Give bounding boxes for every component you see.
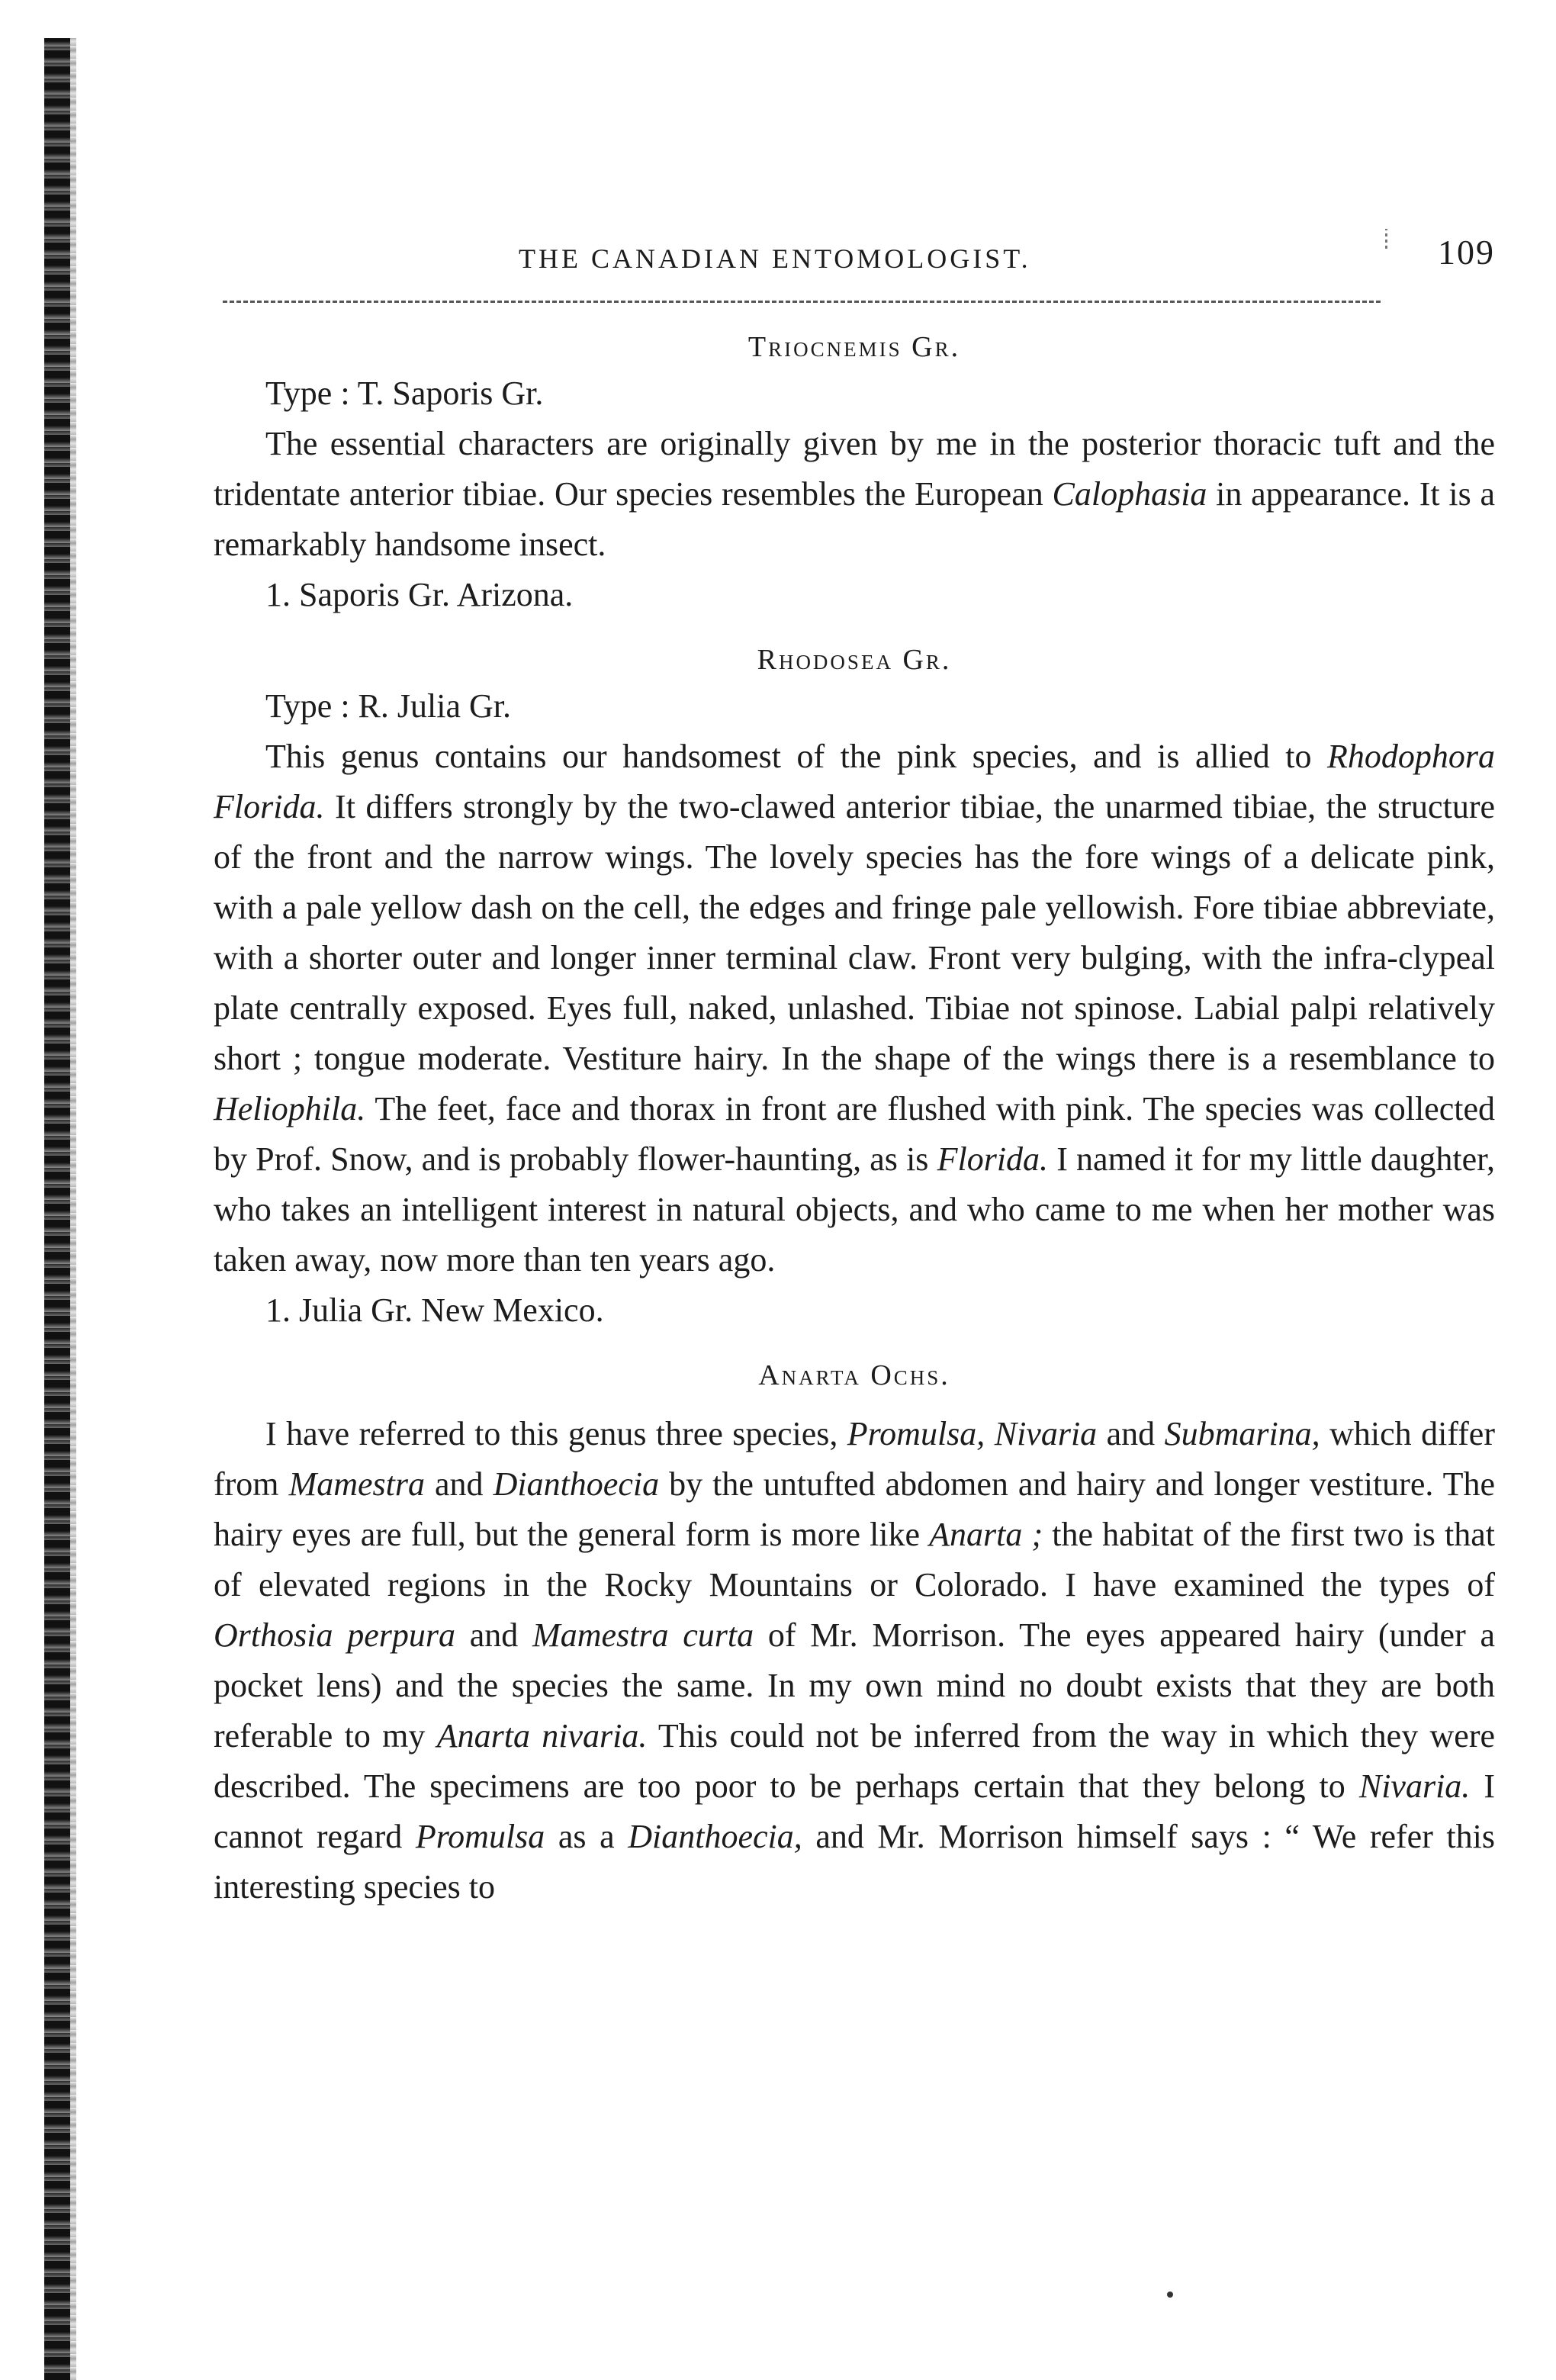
taxon-name: Anarta ; xyxy=(929,1516,1043,1553)
taxon-name: Florida. xyxy=(937,1140,1049,1178)
journal-title: THE CANADIAN ENTOMOLOGIST. xyxy=(519,243,1031,274)
header-rule xyxy=(223,301,1381,303)
taxon-name: Calophasia xyxy=(1052,475,1207,513)
page-content xyxy=(214,221,1495,1912)
taxon-name: Heliophila. xyxy=(214,1090,366,1127)
taxon-name: Submarina, xyxy=(1164,1415,1320,1452)
print-mark xyxy=(1385,229,1387,249)
type-line: Type : T. Saporis Gr. xyxy=(265,375,544,412)
section-rhodosea xyxy=(214,643,1495,1336)
section-paragraph: The essential characters are originally given by me in the posterior thoracic tuft and the tridentate anterior tibiae. Our species resembles the European Calophasia in appearance. It is a remarkably handsome insect. xyxy=(214,425,1496,563)
taxon-name: Orthosia perpura xyxy=(214,1616,455,1654)
taxon-name: Dianthoecia xyxy=(493,1465,660,1503)
page-number: 109 xyxy=(1438,233,1495,272)
section-triocnemis xyxy=(214,330,1495,620)
taxon-name: Promulsa xyxy=(415,1818,545,1855)
species-line: 1. Julia Gr. New Mexico. xyxy=(265,1291,604,1329)
section-heading: Triocnemis Gr. xyxy=(747,331,961,363)
taxon-name: Mamestra curta xyxy=(532,1616,754,1654)
section-anarta xyxy=(214,1359,1495,1912)
section-heading: Anarta Ochs. xyxy=(758,1359,950,1391)
species-line: 1. Saporis Gr. Arizona. xyxy=(265,576,574,613)
book-binding-edge xyxy=(44,38,70,2380)
running-head xyxy=(214,221,1495,275)
taxon-name: Dianthoecia, xyxy=(628,1818,802,1855)
page-edge-shadow xyxy=(70,38,76,2380)
taxon-name: Rhodophora Florida. xyxy=(214,738,1495,825)
taxon-name: Mamestra xyxy=(288,1465,425,1503)
taxon-name: Nivaria. xyxy=(1358,1767,1471,1805)
section-paragraph: This genus contains our handsomest of the pink species, and is allied to Rhodophora Florida. It differs strongly by the two-clawed anterior tibiae, the unarmed tibiae, the structure of the front and the narrow wings. The lovely species has the fore wings of a delicate pink, with a pale yellow dash on the cell, the edges and fringe pale yellowish. Fore tibiae abbreviate, with a shorter outer and longer inner terminal claw. Front very bulging, with the infra-clypeal plate centrally exposed. Eyes full, naked, unlashed. Tibiae not spinose. Labial palpi relatively short ; tongue moderate. Vestiture hairy. In the shape of the wings there is a resemblance to Heliophila. The feet, face and thorax in front are flushed with pink. The species was collected by Prof. Snow, and is probably flower-haunting, as is Florida. I named it for my little daughter, who takes an intelligent interest in natural objects, and who came to me when her mother was taken away, now more than ten years ago. xyxy=(214,738,1495,1278)
print-speck xyxy=(1167,2292,1173,2298)
section-paragraph: I have referred to this genus three species, Promulsa, Nivaria and Submarina, which differ from Mamestra and Dianthoecia by the untufted abdomen and hairy and longer vestiture. The hairy eyes are full, but the general form is more like Anarta ; the habitat of the first two is that of elevated regions in the Rocky Mountains or Colorado. I have examined the types of Orthosia perpura and Mamestra curta of Mr. Morrison. The eyes appeared hairy (under a pocket lens) and the species the same. In my own mind no doubt exists that they are both referable to my Anarta nivaria. This could not be inferred from the way in which they were described. The specimens are too poor to be perhaps certain that they belong to Nivaria. I cannot regard Promulsa as a Dianthoecia, and Mr. Morrison himself says : “ We refer this interesting species to xyxy=(214,1415,1496,1906)
type-line: Type : R. Julia Gr. xyxy=(265,687,512,725)
section-heading: Rhodosea Gr. xyxy=(757,644,952,676)
taxon-name: Anarta nivaria. xyxy=(436,1717,648,1754)
taxon-name: Promulsa, Nivaria xyxy=(847,1415,1098,1452)
